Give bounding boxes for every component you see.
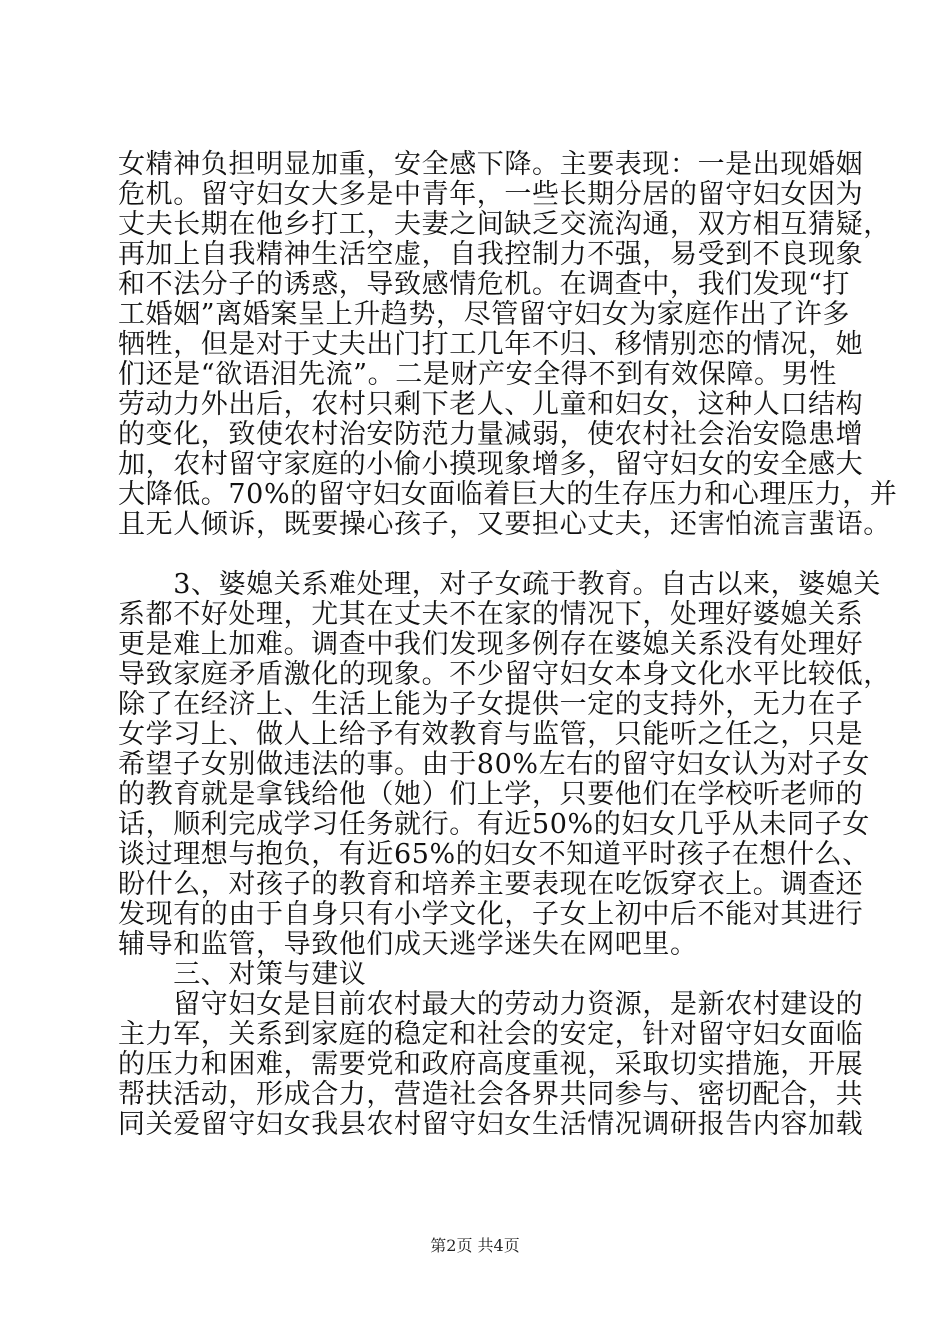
text-line: 女学习上、做人上给予有效教育与监管，只能听之任之，只是	[118, 719, 864, 750]
text-line: 主力军，关系到家庭的稳定和社会的安定，针对留守妇女面临	[118, 1019, 864, 1050]
text-line: 加，农村留守家庭的小偷小摸现象增多，留守妇女的安全感大	[118, 449, 864, 480]
text-line: 劳动力外出后，农村只剩下老人、儿童和妇女，这种人口结构	[118, 389, 864, 420]
page-number-footer: 第2页 共4页	[430, 1236, 520, 1255]
paragraph-3	[118, 989, 864, 1140]
text-line: 再加上自我精神生活空虚，自我控制力不强，易受到不良现象	[118, 239, 864, 270]
section-heading: 三、对策与建议	[118, 959, 367, 990]
text-line: 除了在经济上、生活上能为子女提供一定的支持外，无力在子	[118, 689, 864, 720]
text-line: 谈过理想与抱负，有近65%的妇女不知道平时孩子在想什么、	[118, 839, 870, 870]
paragraph-spacer	[118, 540, 838, 570]
text-line: 同关爱留守妇女我县农村留守妇女生活情况调研报告内容加载	[118, 1109, 864, 1140]
text-line: 牺牲，但是对于丈夫出门打工几年不归、移情别恋的情况，她	[118, 329, 864, 360]
text-line: 导致家庭矛盾激化的现象。不少留守妇女本身文化水平比较低，	[118, 659, 891, 690]
text-line: 丈夫长期在他乡打工，夫妻之间缺乏交流沟通，双方相互猜疑，	[118, 209, 891, 240]
paragraph-1	[118, 149, 898, 540]
text-line: 盼什么，对孩子的教育和培养主要表现在吃饭穿衣上。调查还	[118, 869, 864, 900]
text-line: 更是难上加难。调查中我们发现多例存在婆媳关系没有处理好	[118, 629, 864, 660]
text-line: 工婚姻”离婚案呈上升趋势，尽管留守妇女为家庭作出了许多	[118, 299, 851, 330]
text-line: 发现有的由于自身只有小学文化，子女上初中后不能对其进行	[118, 899, 864, 930]
text-line: 话，顺利完成学习任务就行。有近50%的妇女几乎从未同子女	[118, 809, 870, 840]
text-line: 且无人倾诉，既要操心孩子，又要担心丈夫，还害怕流言蜚语。	[118, 509, 891, 540]
text-line: 留守妇女是目前农村最大的劳动力资源，是新农村建设的	[118, 989, 864, 1020]
text-line: 危机。留守妇女大多是中青年，一些长期分居的留守妇女因为	[118, 179, 864, 210]
text-line: 希望子女别做违法的事。由于80%左右的留守妇女认为对子女	[118, 749, 870, 780]
text-line: 女精神负担明显加重，安全感下降。主要表现：一是出现婚姻	[118, 149, 864, 180]
text-line: 大降低。70%的留守妇女面临着巨大的生存压力和心理压力，并	[118, 479, 898, 510]
text-line: 帮扶活动，形成合力，营造社会各界共同参与、密切配合，共	[118, 1079, 864, 1110]
text-line: 的压力和困难，需要党和政府高度重视，采取切实措施，开展	[118, 1049, 864, 1080]
text-line: 系都不好处理，尤其在丈夫不在家的情况下，处理好婆媳关系	[118, 599, 864, 630]
document-body	[118, 149, 898, 1140]
text-line: 和不法分子的诱惑，导致感情危机。在调查中，我们发现“打	[118, 269, 851, 300]
paragraph-2	[118, 569, 891, 960]
text-line: 的变化，致使农村治安防范力量减弱，使农村社会治安隐患增	[118, 419, 864, 450]
text-line: 们还是“欲语泪先流”。二是财产安全得不到有效保障。男性	[118, 359, 837, 390]
text-line: 3、婆媳关系难处理，对子女疏于教育。自古以来，婆媳关	[118, 569, 881, 600]
text-line: 的教育就是拿钱给他（她）们上学，只要他们在学校听老师的	[118, 779, 864, 810]
text-line: 辅导和监管，导致他们成天逃学迷失在网吧里。	[118, 929, 698, 960]
